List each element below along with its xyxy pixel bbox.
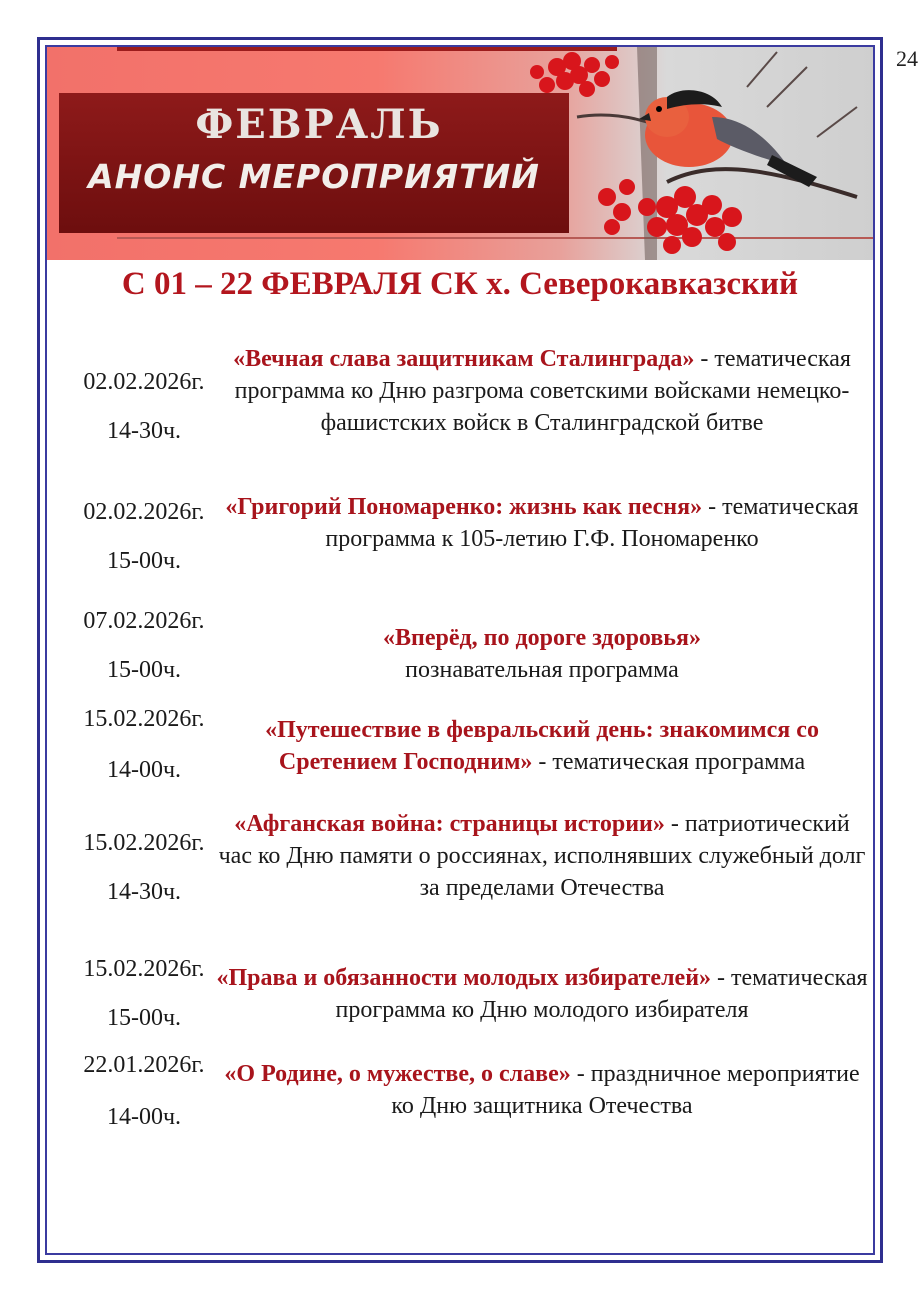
event-text: - тематическая программа к 105-летию Г.Ф. Пономаренко (325, 494, 859, 552)
event-title: «Вперёд, по дороге здоровья» (383, 625, 701, 651)
page-headline: С 01 – 22 ФЕВРАЛЯ СК х. Северокавказский (121, 266, 799, 302)
event-time: 15-00ч. (106, 657, 182, 683)
event-description (215, 1058, 869, 1122)
event-time: 14-00ч. (106, 757, 182, 783)
event-date: 22.01.2026г. (83, 1052, 205, 1078)
event-description (342, 622, 742, 686)
bullfinch-rowan-image (517, 47, 873, 260)
event-title: «Путешествие в февральский день: знакомимся со Сретением Господним» (265, 717, 819, 775)
event-description (215, 808, 869, 904)
banner-label (59, 93, 569, 233)
event-title: «Афганская война: страницы истории» (234, 811, 665, 837)
event-description (215, 714, 869, 778)
event-description (215, 343, 869, 439)
event-text: - тематическая программа ко Дню молодого избирателя (335, 965, 868, 1023)
event-title: «Вечная слава защитникам Сталинграда» (233, 346, 695, 372)
header-banner (47, 47, 873, 260)
event-description (215, 491, 869, 555)
event-text: познавательная программа (405, 657, 679, 683)
event-title: «Права и обязанности молодых избирателей» (216, 965, 712, 991)
page-number: 24 (896, 46, 918, 71)
event-title: «Григорий Пономаренко: жизнь как песня» (225, 494, 703, 520)
event-time: 14-30ч. (106, 418, 182, 444)
event-time: 15-00ч. (106, 548, 182, 574)
event-date: 02.02.2026г. (83, 369, 205, 395)
event-date: 15.02.2026г. (83, 956, 205, 982)
event-time: 14-30ч. (106, 879, 182, 905)
event-text: - патриотический час ко Дню памяти о россиянах, исполнявших служебный долг за пределами Отечества (218, 811, 866, 901)
event-time: 15-00ч. (106, 1005, 182, 1031)
event-date: 02.02.2026г. (83, 499, 205, 525)
event-date: 07.02.2026г. (83, 608, 205, 634)
event-date: 15.02.2026г. (83, 830, 205, 856)
event-text: - праздничное мероприятие ко Дню защитника Отечества (391, 1061, 860, 1119)
event-title: «О Родине, о мужестве, о славе» (224, 1061, 571, 1087)
banner-subtitle: АНОНС МЕРОПРИЯТИЙ (88, 157, 540, 196)
event-time: 14-00ч. (106, 1104, 182, 1130)
banner-title: ФЕВРАЛЬ (195, 101, 443, 148)
event-description (215, 962, 869, 1026)
event-date: 15.02.2026г. (83, 706, 205, 732)
event-text: - тематическая программа (532, 749, 806, 775)
event-text: - тематическая программа ко Дню разгрома советскими войсками немецко-фашистских войск в Сталинградской битве (234, 346, 851, 436)
